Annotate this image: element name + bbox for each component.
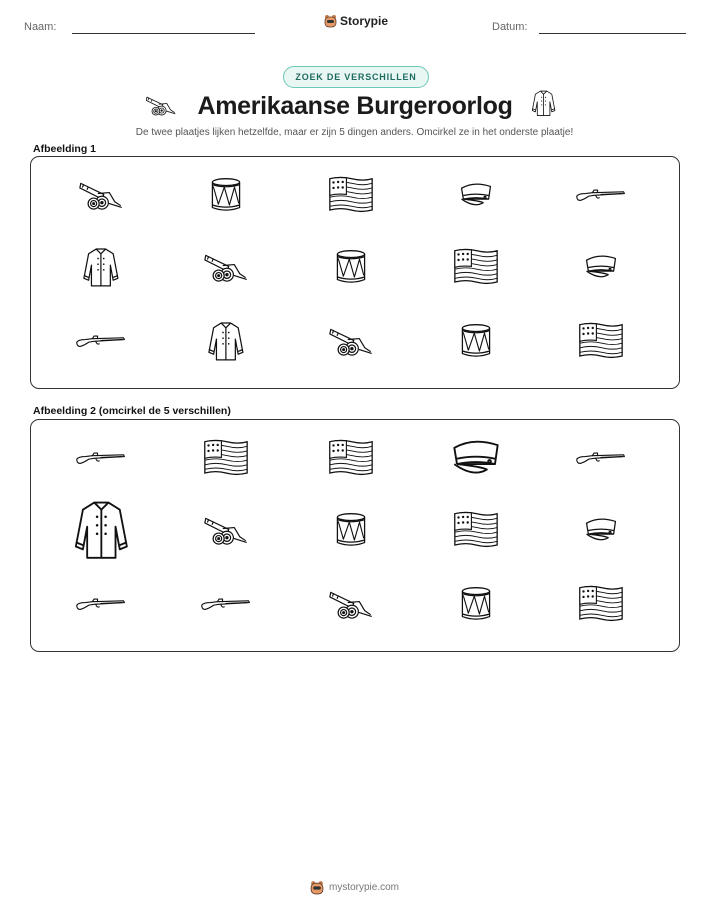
cannon-icon <box>328 585 374 627</box>
instructions: De twee plaatjes lijken hetzelfde, maar er zijn 5 dingen anders. Omcirkel ze in het onderste plaatje! <box>135 127 574 138</box>
date-line[interactable] <box>539 33 686 34</box>
picture-1-cell-r3-c2 <box>164 308 288 378</box>
picture-1-label: Afbeelding 1 <box>33 143 97 155</box>
picture-1-cell-r1-c4 <box>414 162 538 232</box>
musket-icon <box>200 593 252 619</box>
cannon-icon <box>145 92 177 118</box>
date-label: Datum: <box>492 21 528 33</box>
storypie-logo-icon <box>310 880 324 895</box>
cannon-icon <box>328 322 374 364</box>
drum-icon <box>209 177 243 218</box>
picture-1-cell-r3-c4 <box>414 308 538 378</box>
picture-1-cell-r2-c4 <box>414 234 538 304</box>
picture-2-cell-r3-c2[interactable] <box>164 571 288 641</box>
flag-icon <box>453 248 499 291</box>
picture-2-cell-r3-c1[interactable] <box>39 571 163 641</box>
brand-name: Storypie <box>340 14 389 28</box>
picture-2-cell-r1-c2[interactable] <box>164 425 288 495</box>
musket-icon <box>75 593 127 619</box>
page-title: Amerikaanse Burgeroorlog <box>197 92 513 120</box>
picture-2-cell-r2-c5[interactable] <box>539 497 663 567</box>
picture-2-frame[interactable] <box>30 419 680 652</box>
picture-2-cell-r1-c1[interactable] <box>39 425 163 495</box>
footer-url: mystorypie.com <box>328 882 399 893</box>
cap-icon <box>581 253 621 286</box>
musket-icon <box>75 447 127 473</box>
footer <box>0 880 709 895</box>
flag-icon <box>328 439 374 482</box>
coat-icon <box>207 320 245 367</box>
flag-icon <box>328 176 374 219</box>
picture-2-cell-r3-c5[interactable] <box>539 571 663 641</box>
picture-1-cell-r2-c3 <box>289 234 413 304</box>
cap-icon <box>581 516 621 549</box>
picture-2-cell-r2-c4[interactable] <box>414 497 538 567</box>
picture-1-cell-r1-c3 <box>289 162 413 232</box>
cap-icon <box>446 437 506 484</box>
picture-2-cell-r2-c1[interactable] <box>39 497 163 567</box>
cannon-icon <box>203 511 249 553</box>
picture-2-cell-r1-c3[interactable] <box>289 425 413 495</box>
picture-2-label: Afbeelding 2 (omcirkel de 5 verschillen) <box>33 405 231 417</box>
drum-icon <box>334 512 368 553</box>
coat-icon <box>73 498 130 566</box>
picture-2-cell-r3-c4[interactable] <box>414 571 538 641</box>
musket-icon <box>75 330 127 356</box>
coat-icon <box>82 246 120 293</box>
cannon-icon <box>203 248 249 290</box>
picture-1-cell-r2-c5 <box>539 234 663 304</box>
picture-2-cell-r3-c3[interactable] <box>289 571 413 641</box>
storypie-logo-icon <box>324 14 337 28</box>
coat-icon <box>531 89 559 121</box>
drum-icon <box>334 249 368 290</box>
picture-1-cell-r2-c1 <box>39 234 163 304</box>
brand <box>324 14 388 28</box>
picture-1-cell-r3-c5 <box>539 308 663 378</box>
name-line[interactable] <box>72 33 255 34</box>
picture-1-cell-r3-c3 <box>289 308 413 378</box>
flag-icon <box>578 322 624 365</box>
picture-2-cell-r1-c5[interactable] <box>539 425 663 495</box>
drum-icon <box>459 586 493 627</box>
picture-1-cell-r3-c1 <box>39 308 163 378</box>
picture-2-cell-r1-c4[interactable] <box>414 425 538 495</box>
musket-icon <box>575 447 627 473</box>
picture-1-cell-r2-c2 <box>164 234 288 304</box>
picture-2-cell-r2-c2[interactable] <box>164 497 288 567</box>
musket-icon <box>575 184 627 210</box>
name-label: Naam: <box>24 21 57 33</box>
picture-1-frame <box>30 156 680 389</box>
flag-icon <box>203 439 249 482</box>
flag-icon <box>453 511 499 554</box>
activity-badge: ZOEK DE VERSCHILLEN <box>283 66 429 88</box>
picture-2-cell-r2-c3[interactable] <box>289 497 413 567</box>
cannon-icon <box>78 176 124 218</box>
picture-1-cell-r1-c5 <box>539 162 663 232</box>
cap-icon <box>456 181 496 214</box>
flag-icon <box>578 585 624 628</box>
picture-1-cell-r1-c1 <box>39 162 163 232</box>
drum-icon <box>459 323 493 364</box>
picture-1-cell-r1-c2 <box>164 162 288 232</box>
